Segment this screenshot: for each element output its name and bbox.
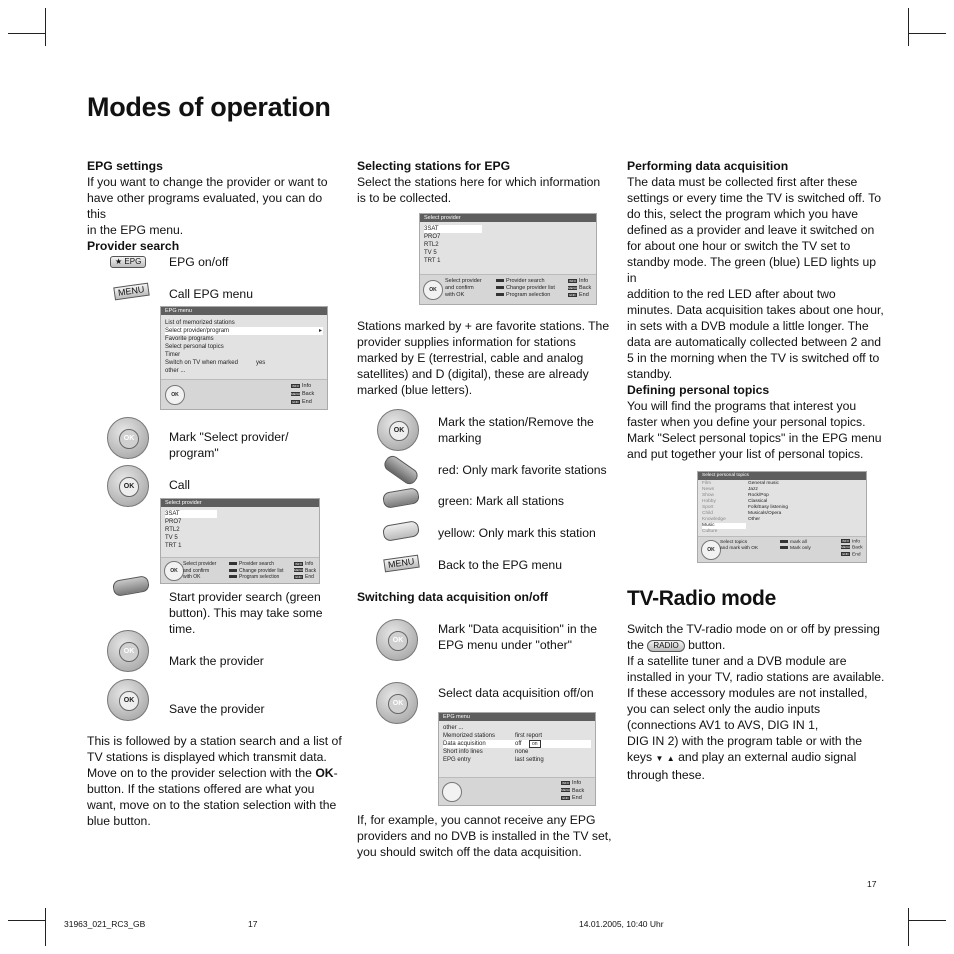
section-heading bbox=[357, 589, 548, 605]
performing-acquisition-section bbox=[627, 158, 887, 382]
chevron-right-icon: ▸ bbox=[318, 328, 322, 334]
section-heading: Selecting stations for EPG bbox=[357, 159, 511, 173]
menu-key-icon: MENU bbox=[294, 568, 303, 573]
text-line: do this, select the program which you have bbox=[627, 207, 859, 221]
actions bbox=[229, 561, 283, 581]
menu-item[interactable]: Timer bbox=[165, 352, 181, 358]
hint-line: with OK bbox=[183, 574, 201, 580]
hint-line: with OK bbox=[445, 292, 465, 298]
subtopic-item[interactable]: Classical bbox=[748, 499, 768, 504]
subtopic-item[interactable]: General music bbox=[748, 481, 779, 486]
paragraph bbox=[87, 733, 347, 829]
setting-value: last setting bbox=[515, 757, 544, 763]
text-fragment: keys bbox=[627, 750, 656, 764]
text-line: faster when you define your personal topics. bbox=[627, 415, 866, 429]
provider-item[interactable]: TV 5 bbox=[165, 535, 178, 541]
menu-button[interactable]: MENU bbox=[113, 283, 149, 301]
text-line: standby. bbox=[627, 367, 673, 381]
section-title: TV-Radio mode bbox=[627, 587, 776, 610]
text-line: 5 in the morning when the TV is switched off to bbox=[627, 351, 880, 365]
section-heading-text: Switching data acquisition on/off bbox=[357, 590, 548, 604]
text-line: Mark the station/Remove the bbox=[438, 415, 594, 429]
setting-row[interactable] bbox=[443, 756, 591, 764]
crop-mark bbox=[8, 920, 46, 921]
text-line: TV stations is displayed which transmit data. bbox=[87, 750, 327, 764]
text-line: (connections AV1 to AVS, DIG IN 1, bbox=[627, 718, 819, 732]
text-line: standby mode. The green (blue) LED lights up in bbox=[627, 255, 877, 285]
subtopic-item[interactable]: Other bbox=[748, 517, 760, 522]
ok-ring-button[interactable] bbox=[377, 409, 419, 451]
text-line: want, move on to the station selection with the bbox=[87, 798, 337, 812]
up-arrow-key-icon[interactable]: ▲ bbox=[666, 754, 675, 763]
menu-key-icon: MENU bbox=[561, 788, 570, 793]
text-line: Stations marked by + are favorite stations. The bbox=[357, 319, 610, 333]
info-key-icon: INFO bbox=[841, 539, 850, 543]
setting-row-selected[interactable] bbox=[443, 740, 591, 748]
text-line: If, for example, you cannot receive any EPG bbox=[357, 813, 596, 827]
instruction-text: Save the provider bbox=[169, 702, 265, 716]
personal-topics-screen bbox=[697, 471, 867, 563]
hint bbox=[183, 561, 216, 581]
hint-line: and mark with OK bbox=[720, 546, 759, 551]
hint-line: and confirm bbox=[183, 567, 210, 574]
green-button[interactable] bbox=[382, 487, 420, 509]
down-arrow-key-icon[interactable]: ▼ bbox=[655, 754, 664, 763]
topic-item[interactable]: News bbox=[702, 487, 714, 492]
legend-label: Back bbox=[572, 787, 585, 794]
setting-row[interactable] bbox=[443, 724, 591, 732]
text-line: If you want to change the provider or want to bbox=[87, 175, 328, 189]
provider-item[interactable]: PRO7 bbox=[165, 519, 182, 525]
instruction-text: Back to the EPG menu bbox=[438, 558, 562, 572]
text-line: button. If the stations offered are what you bbox=[87, 782, 315, 796]
action-label: mark all bbox=[790, 540, 807, 545]
setting-value: none bbox=[515, 749, 529, 755]
screen-header: Select provider bbox=[161, 499, 319, 507]
topic-item[interactable]: Film bbox=[702, 481, 712, 486]
instruction-text: green: Mark all stations bbox=[438, 494, 564, 508]
menu-item[interactable]: other ... bbox=[165, 368, 186, 374]
text-line: through these. bbox=[627, 768, 705, 782]
epg-menu-screen bbox=[160, 306, 328, 410]
menu-item-label: Switch on TV when marked bbox=[165, 360, 238, 366]
text-line: The data must be collected first after these bbox=[627, 175, 858, 189]
end-key-icon: END bbox=[562, 795, 569, 800]
instruction-text bbox=[169, 429, 288, 461]
text-line: in sets with a DVB module a little longer. The bbox=[627, 319, 869, 333]
text-line: defined as a provider and leave it switched on bbox=[627, 223, 875, 237]
legend-label: End bbox=[302, 399, 312, 405]
text-line: time. bbox=[169, 622, 196, 636]
action-label: Program selection bbox=[506, 292, 551, 298]
epg-menu-data-screen bbox=[438, 712, 596, 806]
text-line: is to be collected. bbox=[357, 191, 452, 205]
legend-label: Info bbox=[572, 780, 582, 786]
legend bbox=[568, 278, 591, 299]
legend-label: Back bbox=[852, 545, 863, 551]
menu-key-icon: MENU bbox=[841, 545, 850, 550]
topic-item[interactable]: Sport bbox=[702, 505, 714, 510]
setting-value: first report bbox=[515, 733, 543, 739]
instruction-text: Call bbox=[169, 478, 190, 492]
hint bbox=[445, 278, 482, 299]
text-line: addition to the red LED after about two bbox=[627, 287, 836, 301]
legend-label: End bbox=[852, 551, 861, 557]
ok-nav-icon: OK bbox=[165, 385, 185, 405]
epg-button[interactable]: ★ EPG bbox=[110, 256, 146, 268]
ok-ring-button[interactable] bbox=[107, 465, 149, 507]
crop-mark bbox=[45, 908, 46, 946]
text-line: marking bbox=[438, 431, 482, 445]
provider-item-selected[interactable]: 3SAT bbox=[424, 225, 482, 233]
epg-button-label: EPG bbox=[124, 257, 142, 266]
crop-mark bbox=[908, 920, 946, 921]
hint-line: Select provider bbox=[183, 561, 217, 567]
ok-button[interactable]: OK bbox=[119, 642, 139, 662]
epg-settings-section bbox=[87, 158, 337, 254]
ok-button[interactable]: OK bbox=[119, 429, 139, 449]
text-line: If a satellite tuner and a DVB module are bbox=[627, 654, 847, 668]
ok-button[interactable]: OK bbox=[388, 631, 408, 651]
text-line: This is followed by a station search and a list of bbox=[87, 734, 342, 748]
menu-button[interactable]: MENU bbox=[383, 555, 419, 573]
text-line: for about one hour or switch the TV set to bbox=[627, 239, 851, 253]
text-line: installed in your TV, radio stations are available. bbox=[627, 670, 885, 684]
topic-item[interactable]: Show bbox=[702, 493, 714, 498]
info-key-icon: INFO bbox=[561, 780, 570, 785]
text-line: have other programs evaluated, you can do this bbox=[87, 191, 323, 221]
red-button[interactable] bbox=[382, 453, 421, 487]
menu-item[interactable]: Favorite programs bbox=[165, 336, 214, 342]
legend bbox=[294, 561, 316, 581]
text-fragment: the bbox=[627, 638, 648, 652]
text-line: Start provider search (green bbox=[169, 590, 321, 604]
instruction-text: red: Only mark favorite stations bbox=[438, 463, 607, 477]
text-line: Mark "Select personal topics" in the EPG menu bbox=[627, 431, 882, 445]
section-heading: Performing data acquisition bbox=[627, 159, 789, 173]
text-line: Select the stations here for which information bbox=[357, 175, 601, 189]
crop-mark bbox=[45, 8, 46, 46]
menu-item-label: Select provider/program bbox=[165, 328, 230, 334]
hint-line: Select provider bbox=[445, 278, 482, 284]
legend-label: End bbox=[579, 292, 589, 298]
text-line: EPG menu under "other" bbox=[438, 638, 572, 652]
setting-label: Short info lines bbox=[443, 749, 483, 755]
green-button[interactable] bbox=[112, 575, 150, 597]
instruction-text bbox=[169, 589, 323, 637]
text-line: and put together your list of personal topics. bbox=[627, 447, 864, 461]
crop-mark bbox=[8, 33, 46, 34]
legend bbox=[841, 539, 863, 558]
text-line: DIG IN 2) with the program table or with the bbox=[627, 734, 863, 748]
subtopic-item[interactable]: Jazz bbox=[748, 487, 758, 492]
provider-item[interactable]: TRT 1 bbox=[165, 543, 182, 549]
text-line: Mark "Data acquisition" in the bbox=[438, 622, 598, 636]
actions bbox=[780, 540, 811, 552]
info-key-icon: INFO bbox=[291, 383, 300, 388]
print-timestamp: 14.01.2005, 10:40 Uhr bbox=[579, 919, 664, 929]
text-line: in the EPG menu. bbox=[87, 223, 184, 237]
select-provider-screen bbox=[160, 498, 320, 584]
legend-label: End bbox=[305, 574, 314, 580]
instruction-text: Mark the provider bbox=[169, 654, 264, 668]
ok-button[interactable]: OK bbox=[388, 694, 408, 714]
menu-item-value: yes bbox=[255, 360, 266, 366]
actions bbox=[496, 278, 555, 299]
action-label: Change provider list bbox=[239, 567, 284, 574]
text-fragment: button. bbox=[684, 638, 726, 652]
color-key-icon bbox=[496, 293, 504, 296]
crop-mark bbox=[908, 908, 909, 946]
text-line: button). This may take some bbox=[169, 606, 323, 620]
menu-item[interactable]: List of memorized stations bbox=[165, 320, 235, 326]
text-line: data are automatically collected between 2 and bbox=[627, 335, 882, 349]
crop-mark bbox=[908, 33, 946, 34]
instruction-text: Select data acquisition off/on bbox=[438, 686, 594, 700]
instruction-text bbox=[438, 414, 594, 446]
action-label: Change provider list bbox=[506, 285, 555, 291]
provider-item[interactable]: RTL2 bbox=[424, 242, 439, 248]
text-line: settings or every time the TV is switched off. To bbox=[627, 191, 882, 205]
instruction-text bbox=[438, 621, 597, 653]
navigation-ring-button[interactable] bbox=[376, 682, 418, 724]
ok-nav-icon: OK bbox=[701, 540, 721, 560]
hint-line: Select topics bbox=[720, 540, 748, 545]
color-key-icon bbox=[780, 540, 788, 543]
action-label: Provider search bbox=[506, 278, 545, 284]
text-line: provider supplies information for stations bbox=[357, 335, 576, 349]
text-line: you should switch off the data acquisition. bbox=[357, 845, 582, 859]
topic-item[interactable]: Culture bbox=[702, 529, 718, 534]
instruction-text: EPG on/off bbox=[169, 255, 229, 269]
setting-row[interactable] bbox=[443, 732, 591, 740]
ok-nav-icon bbox=[442, 782, 462, 802]
screen-header: Select personal topics bbox=[698, 472, 866, 480]
text-fragment: and play an external audio signal bbox=[674, 750, 857, 764]
color-key-icon bbox=[229, 569, 237, 572]
action-label: Mark only bbox=[790, 546, 811, 551]
info-key-icon: INFO bbox=[568, 278, 577, 283]
text-line: marked by E (terrestrial, cable and analog bbox=[357, 351, 584, 365]
legend-label: Info bbox=[579, 278, 589, 284]
legend-label: Info bbox=[305, 561, 314, 567]
defining-topics-section bbox=[627, 382, 887, 462]
selecting-stations-section bbox=[357, 158, 607, 206]
provider-item[interactable]: PRO7 bbox=[424, 234, 441, 240]
instruction-text: Call EPG menu bbox=[169, 287, 253, 301]
setting-label: other ... bbox=[443, 725, 464, 731]
color-key-icon bbox=[229, 575, 237, 578]
text-line: blue button. bbox=[87, 814, 151, 828]
legend bbox=[561, 780, 584, 803]
yellow-button[interactable] bbox=[382, 520, 420, 542]
text-line: If these accessory modules are not installed, bbox=[627, 686, 868, 700]
color-key-icon bbox=[496, 286, 504, 289]
screen-header: EPG menu bbox=[439, 713, 595, 721]
menu-item[interactable]: Select personal topics bbox=[165, 344, 224, 350]
text-line: minutes. Data acquisition takes about one hour, bbox=[627, 303, 884, 317]
hint-line: and confirm bbox=[445, 285, 474, 291]
legend bbox=[291, 382, 314, 406]
provider-item[interactable]: TV 5 bbox=[424, 250, 437, 256]
ok-button[interactable]: OK bbox=[389, 421, 409, 441]
legend-label: Back bbox=[305, 567, 317, 574]
navigation-ring-button[interactable] bbox=[376, 619, 418, 661]
print-page: 17 bbox=[248, 919, 258, 929]
navigation-ring-button[interactable] bbox=[107, 630, 149, 672]
setting-row[interactable] bbox=[443, 748, 591, 756]
ok-ring-button[interactable] bbox=[107, 679, 149, 721]
hint bbox=[720, 540, 758, 552]
section-heading: Defining personal topics bbox=[627, 383, 770, 397]
provider-item[interactable]: RTL2 bbox=[165, 527, 180, 533]
setting-label: EPG entry bbox=[443, 757, 471, 763]
paragraph bbox=[357, 812, 617, 860]
legend-label: Back bbox=[302, 391, 315, 397]
subtopic-item[interactable]: Musicals/Opera bbox=[748, 511, 782, 516]
crop-mark bbox=[908, 8, 909, 46]
navigation-ring-button[interactable] bbox=[107, 417, 149, 459]
topic-categories bbox=[702, 481, 746, 535]
action-label: Provider search bbox=[239, 561, 275, 567]
menu-key-icon: MENU bbox=[291, 391, 300, 396]
section-heading: Provider search bbox=[87, 239, 180, 253]
provider-item-selected[interactable]: 3SAT bbox=[165, 510, 217, 518]
text-line: satellites) and D (digital), these are already bbox=[357, 367, 589, 381]
setting-value: off bbox=[515, 741, 522, 747]
topic-subcategories bbox=[748, 481, 788, 523]
ok-nav-icon: OK bbox=[423, 280, 443, 300]
topic-item[interactable]: Child bbox=[702, 511, 713, 516]
topic-item[interactable]: Knowledge bbox=[702, 517, 726, 522]
info-key-icon: INFO bbox=[294, 561, 303, 566]
screen-header: Select provider bbox=[420, 214, 596, 222]
menu-item[interactable] bbox=[165, 359, 323, 367]
menu-item-selected[interactable] bbox=[165, 327, 323, 335]
action-label: Program selection bbox=[239, 574, 280, 580]
paragraph bbox=[357, 318, 617, 398]
color-key-icon bbox=[496, 279, 504, 282]
radio-paragraph bbox=[627, 621, 897, 783]
ok-inline: OK bbox=[315, 766, 334, 780]
radio-button[interactable]: RADIO bbox=[647, 640, 684, 652]
color-key-icon bbox=[229, 562, 237, 565]
legend-label: Info bbox=[302, 383, 312, 389]
page-title: Modes of operation bbox=[87, 92, 331, 122]
section-heading: EPG settings bbox=[87, 159, 163, 173]
legend-label: Info bbox=[852, 539, 861, 545]
text-fragment: - bbox=[333, 766, 338, 780]
subtopic-item[interactable]: Rock/Pop bbox=[748, 493, 769, 498]
screen-header: EPG menu bbox=[161, 307, 327, 315]
text-line: marked (blue letters). bbox=[357, 383, 473, 397]
topic-item[interactable]: Hobby bbox=[702, 499, 716, 504]
ok-nav-icon: OK bbox=[164, 561, 184, 581]
page-number: 17 bbox=[867, 879, 877, 889]
print-file-id: 31963_021_RC3_GB bbox=[64, 919, 146, 929]
legend-label: Back bbox=[579, 285, 592, 291]
instruction-text: yellow: Only mark this station bbox=[438, 526, 596, 540]
end-key-icon: END bbox=[292, 399, 299, 404]
setting-label: Data acquisition bbox=[443, 741, 486, 747]
provider-item[interactable]: TRT 1 bbox=[424, 258, 441, 264]
ok-button[interactable]: OK bbox=[119, 691, 139, 711]
topic-item-selected[interactable]: Music bbox=[702, 523, 746, 529]
legend-label: End bbox=[572, 795, 582, 801]
text-line: you can select only the audio inputs bbox=[627, 702, 821, 716]
text-line: You will find the programs that interest you bbox=[627, 399, 857, 413]
ok-button[interactable]: OK bbox=[119, 477, 139, 497]
text-line: program" bbox=[169, 446, 219, 460]
text-line: Move on to the provider selection with the bbox=[87, 766, 316, 780]
text-line: providers and no DVB is installed in the TV set, bbox=[357, 829, 612, 843]
text-line: Switch the TV-radio mode on or off by pressing bbox=[627, 622, 880, 636]
setting-label: Memorized stations bbox=[443, 733, 496, 739]
select-provider-screen bbox=[419, 213, 597, 305]
end-key-icon: END bbox=[295, 574, 302, 579]
end-key-icon: END bbox=[842, 551, 849, 556]
color-key-icon bbox=[780, 546, 788, 549]
option-badge[interactable]: on bbox=[529, 740, 541, 748]
text-line: Mark "Select provider/ bbox=[169, 430, 289, 444]
menu-key-icon: MENU bbox=[568, 285, 577, 290]
subtopic-item[interactable]: Folk/Easy listening bbox=[748, 505, 788, 510]
end-key-icon: END bbox=[569, 292, 576, 297]
